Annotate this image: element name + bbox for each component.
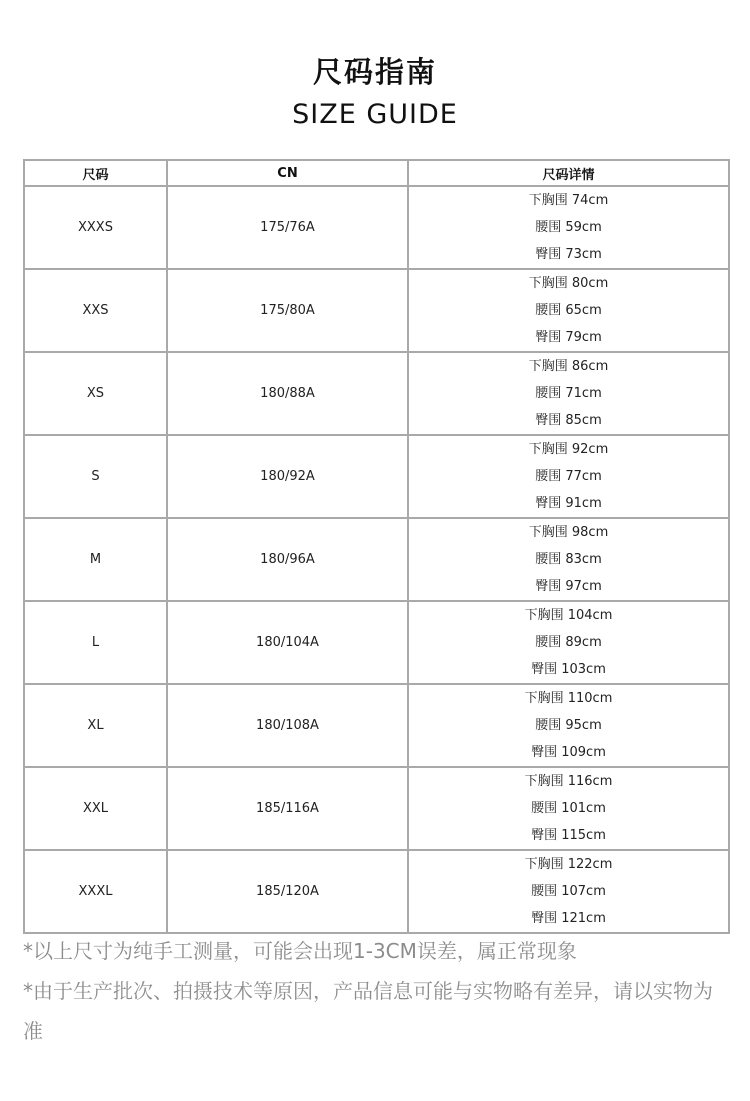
table-row — [24, 601, 729, 684]
cn-cell: 180/108A — [167, 684, 408, 767]
details-cell — [408, 518, 729, 601]
size-cell: XXS — [24, 269, 167, 352]
column-header-cn: CN — [167, 160, 408, 186]
table-row — [24, 518, 729, 601]
detail-line: 下胸围 92cm — [528, 442, 609, 457]
cn-cell: 180/104A — [167, 601, 408, 684]
cn-cell: 175/76A — [167, 186, 408, 269]
details-cell — [408, 767, 729, 850]
table-row — [24, 684, 729, 767]
detail-line: 下胸围 104cm — [524, 608, 613, 623]
detail-line: 臀围 85cm — [535, 413, 602, 428]
table-row — [24, 767, 729, 850]
table-row — [24, 269, 729, 352]
size-table — [23, 159, 730, 934]
detail-line: 臀围 115cm — [531, 828, 606, 843]
details-cell — [408, 435, 729, 518]
detail-line: 臀围 79cm — [535, 330, 602, 345]
table-row — [24, 435, 729, 518]
table-row — [24, 186, 729, 269]
size-cell: XS — [24, 352, 167, 435]
size-cell: L — [24, 601, 167, 684]
details-cell — [408, 352, 729, 435]
detail-line: 下胸围 86cm — [528, 359, 609, 374]
detail-line: 臀围 91cm — [535, 496, 602, 511]
cn-cell: 185/116A — [167, 767, 408, 850]
size-cell: XXXS — [24, 186, 167, 269]
detail-line: 腰围 89cm — [535, 635, 602, 650]
detail-line: 下胸围 116cm — [524, 774, 613, 789]
detail-line: 臀围 97cm — [535, 579, 602, 594]
page-subtitle: SIZE GUIDE — [292, 99, 458, 130]
size-cell: XXL — [24, 767, 167, 850]
details-cell — [408, 269, 729, 352]
detail-line: 臀围 103cm — [531, 662, 606, 677]
detail-line: 腰围 95cm — [535, 718, 602, 733]
details-cell — [408, 850, 729, 933]
detail-line: 腰围 107cm — [531, 884, 606, 899]
cn-cell: 185/120A — [167, 850, 408, 933]
page-title: 尺码指南 — [312, 55, 437, 89]
detail-line: 下胸围 98cm — [528, 525, 609, 540]
cn-cell: 180/96A — [167, 518, 408, 601]
detail-line: 臀围 73cm — [535, 247, 602, 262]
table-body — [24, 186, 729, 933]
detail-line: 下胸围 80cm — [528, 276, 609, 291]
detail-line: 腰围 65cm — [535, 303, 602, 318]
cn-cell: 180/88A — [167, 352, 408, 435]
details-cell — [408, 186, 729, 269]
detail-line: 腰围 83cm — [535, 552, 602, 567]
size-cell: S — [24, 435, 167, 518]
note-product-difference: *由于生产批次、拍摄技术等原因，产品信息可能与实物略有差异，请以实物为准 — [23, 979, 713, 1043]
detail-line: 腰围 101cm — [531, 801, 606, 816]
note-measurement-error: *以上尺寸为纯手工测量，可能会出现1-3CM误差，属正常现象 — [23, 939, 577, 963]
size-cell: XXXL — [24, 850, 167, 933]
detail-line: 下胸围 74cm — [528, 193, 609, 208]
size-cell: XL — [24, 684, 167, 767]
table-row — [24, 850, 729, 933]
detail-line: 下胸围 110cm — [524, 691, 613, 706]
table-row — [24, 352, 729, 435]
detail-line: 下胸围 122cm — [524, 857, 613, 872]
detail-line: 臀围 121cm — [531, 911, 606, 926]
detail-line: 腰围 59cm — [535, 220, 602, 235]
column-header-size: 尺码 — [24, 160, 167, 186]
cn-cell: 180/92A — [167, 435, 408, 518]
details-cell — [408, 601, 729, 684]
detail-line: 腰围 71cm — [535, 386, 602, 401]
size-cell: M — [24, 518, 167, 601]
detail-line: 腰围 77cm — [535, 469, 602, 484]
details-cell — [408, 684, 729, 767]
detail-line: 臀围 109cm — [531, 745, 606, 760]
table-header-row — [24, 160, 729, 186]
column-header-details: 尺码详情 — [408, 160, 729, 186]
cn-cell: 175/80A — [167, 269, 408, 352]
